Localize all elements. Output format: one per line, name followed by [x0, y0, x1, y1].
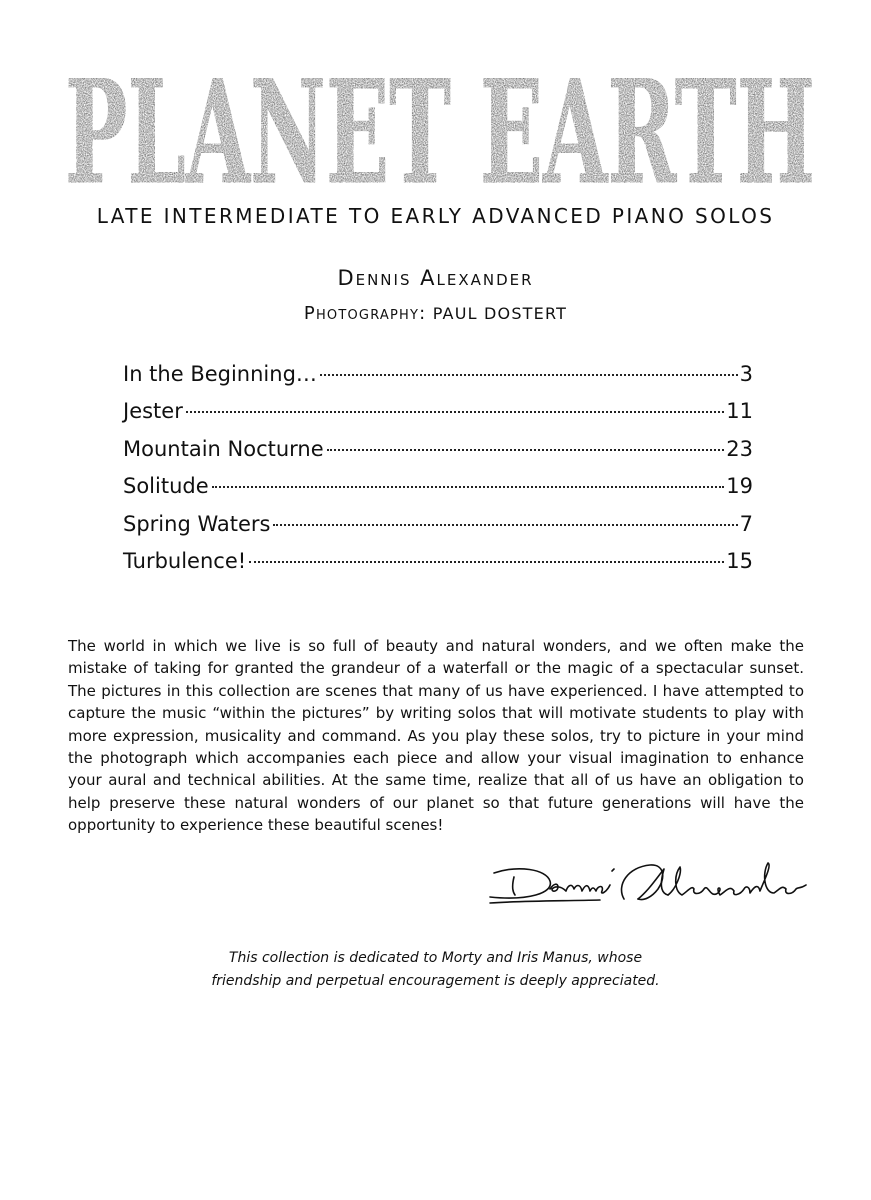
photography-label: Photography: — [303, 303, 427, 324]
toc-title: Spring Waters — [123, 511, 271, 536]
toc-dot-leader — [212, 486, 725, 488]
toc-dot-leader — [320, 374, 738, 376]
author-name: Dennis Alexander — [337, 266, 534, 290]
photographer-name: PAUL DOSTERT — [432, 304, 568, 323]
signature-handwriting — [488, 855, 808, 917]
toc-title: Jester — [123, 399, 183, 424]
toc-page-number: 3 — [739, 362, 753, 386]
table-of-contents — [123, 362, 753, 586]
toc-page-number: 11 — [726, 399, 753, 424]
main-title — [60, 30, 820, 195]
toc-dot-leader — [327, 449, 725, 451]
toc-entry — [123, 362, 753, 399]
toc-page-number: 7 — [739, 511, 753, 536]
toc-entry — [123, 437, 753, 474]
toc-dot-leader — [249, 561, 724, 563]
toc-entry — [123, 399, 753, 436]
toc-dot-leader — [186, 411, 724, 413]
toc-page-number: 15 — [726, 548, 753, 573]
toc-title: In the Beginning… — [123, 362, 317, 386]
main-title-graphic — [60, 30, 820, 195]
main-title-text: PLANET EARTH — [65, 50, 815, 195]
subtitle: LATE INTERMEDIATE TO EARLY ADVANCED PIANO SOLOS — [96, 204, 775, 228]
introduction-paragraph: The world in which we live is so full of beauty and natural wonders, and we often make the mistake of taking for granted the grandeur of a waterfall or the magic of a spectacular sunset. The pictures in this collection are scenes that many of us have experienced. I have attempted to capture the music “within the pictures” by writing solos that will motivate students to play with more expression, musicality and command. As you play these solos, try to picture in your mind the photograph which accompanies each piece and allow your visual imagination to enhance your aural and technical abilities. At the same time, realize that all of us have an obligation to help preserve these natural wonders of our planet so that future generations will have the opportunity to experience these beautiful scenes! — [68, 637, 804, 835]
dedication-line-2: friendship and perpetual encouragement is deeply appreciated. — [211, 973, 660, 989]
toc-dot-leader — [273, 524, 737, 526]
toc-entry — [123, 549, 753, 586]
signature — [488, 855, 808, 917]
photography-credit — [0, 303, 871, 324]
dedication-line-1: This collection is dedicated to Morty and Iris Manus, whose — [228, 950, 643, 966]
toc-entry — [123, 474, 753, 511]
dedication — [0, 947, 871, 993]
toc-title: Mountain Nocturne — [123, 436, 324, 461]
toc-page-number: 23 — [726, 436, 753, 461]
toc-entry — [123, 512, 753, 549]
toc-title: Turbulence! — [123, 548, 247, 573]
toc-title: Solitude — [123, 474, 209, 499]
toc-page-number: 19 — [726, 474, 753, 499]
